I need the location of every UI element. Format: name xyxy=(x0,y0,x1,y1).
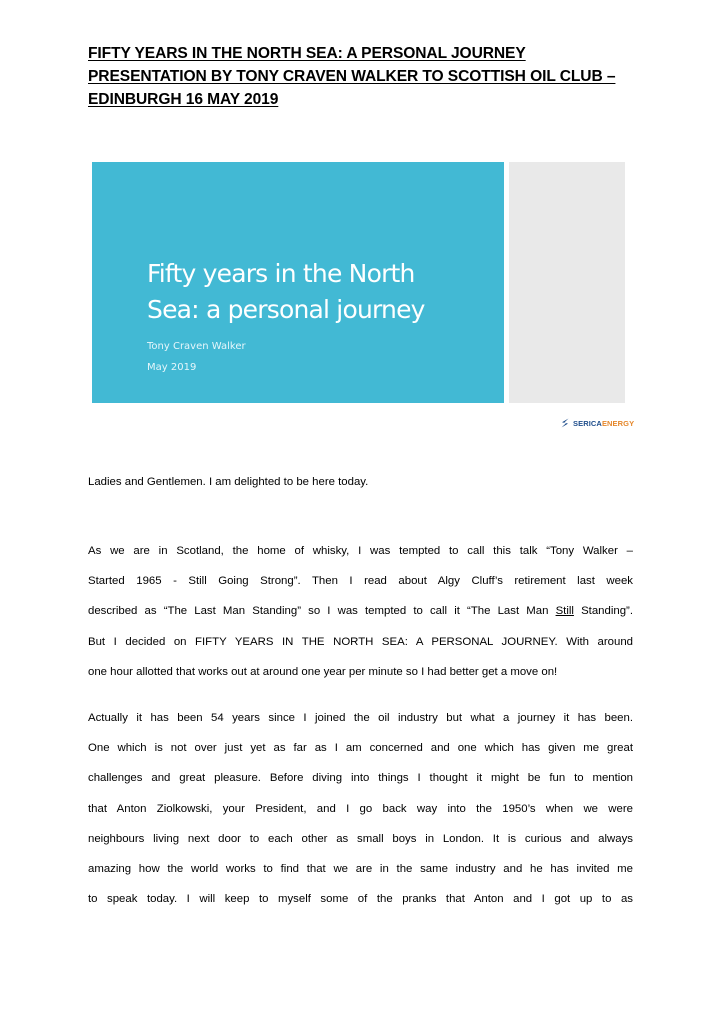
paragraph-line: challenges and great pleasure. Before diving into things I thought it might be fun to mention xyxy=(88,772,633,785)
paragraph-line: that Anton Ziolkowski, your President, and I go back way into the 1950’s when we were xyxy=(88,802,633,815)
slide-date: May 2019 xyxy=(147,362,197,373)
title-slide-image xyxy=(92,162,635,434)
paragraph-line: One which is not over just yet as far as I am concerned and one which has given me great xyxy=(88,742,633,755)
paragraph-greeting xyxy=(88,467,633,497)
paragraph-line: amazing how the world works to find that we are in the same industry and he has invited me xyxy=(88,862,633,875)
serica-energy-logo xyxy=(559,417,634,429)
slide-main-panel xyxy=(92,162,504,403)
slide-title xyxy=(147,256,497,328)
paragraph-line: Actually it has been 54 years since I joined the oil industry but what a journey it has been. xyxy=(88,712,633,724)
paragraph-line: neighbours living next door to each other as small boys in London. It is curious and always xyxy=(88,832,633,845)
paragraph-line: As we are in Scotland, the home of whisky, I was tempted to call this talk “Tony Walker – xyxy=(88,545,633,557)
slide-title-line: Sea: a personal journey xyxy=(147,295,425,324)
slide-title-line: Fifty years in the North xyxy=(147,259,415,288)
logo-word-serica: SERICA xyxy=(573,418,602,428)
paragraph-line xyxy=(88,596,633,626)
text-run: Standing”. xyxy=(573,605,633,618)
document-title-line: FIFTY YEARS IN THE NORTH SEA: A PERSONAL JOURNEY xyxy=(88,45,526,62)
paragraph-line: But I decided on FIFTY YEARS IN THE NORTH SEA: A PERSONAL JOURNEY. With around xyxy=(88,635,633,648)
document-title-line: EDINBURGH 16 MAY 2019 xyxy=(88,91,279,108)
paragraph-line: one hour allotted that works out at around one year per minute so I had better get a move on! xyxy=(88,665,558,678)
paragraph-line: to speak today. I will keep to myself some of the pranks that Anton and I got up to as xyxy=(88,893,633,906)
paragraph-journey xyxy=(88,703,633,914)
serica-swoosh-icon xyxy=(559,417,571,429)
paragraph-title-choice xyxy=(88,536,633,687)
paragraph-line: Ladies and Gentlemen. I am delighted to be here today. xyxy=(88,476,369,488)
paragraph-line: Started 1965 - Still Going Strong”. Then I read about Algy Cluff’s retirement last week xyxy=(88,575,633,588)
logo-word-energy: ENERGY xyxy=(601,418,635,428)
slide-author: Tony Craven Walker xyxy=(147,341,246,352)
document-title-line: PRESENTATION BY TONY CRAVEN WALKER TO SCOTTISH OIL CLUB – xyxy=(88,68,616,85)
underlined-word: Still xyxy=(555,605,574,618)
text-run: described as “The Last Man Standing” so I was tempted to call it “The Last Man xyxy=(88,605,556,618)
slide-side-panel xyxy=(509,162,625,403)
document-title xyxy=(88,42,648,111)
